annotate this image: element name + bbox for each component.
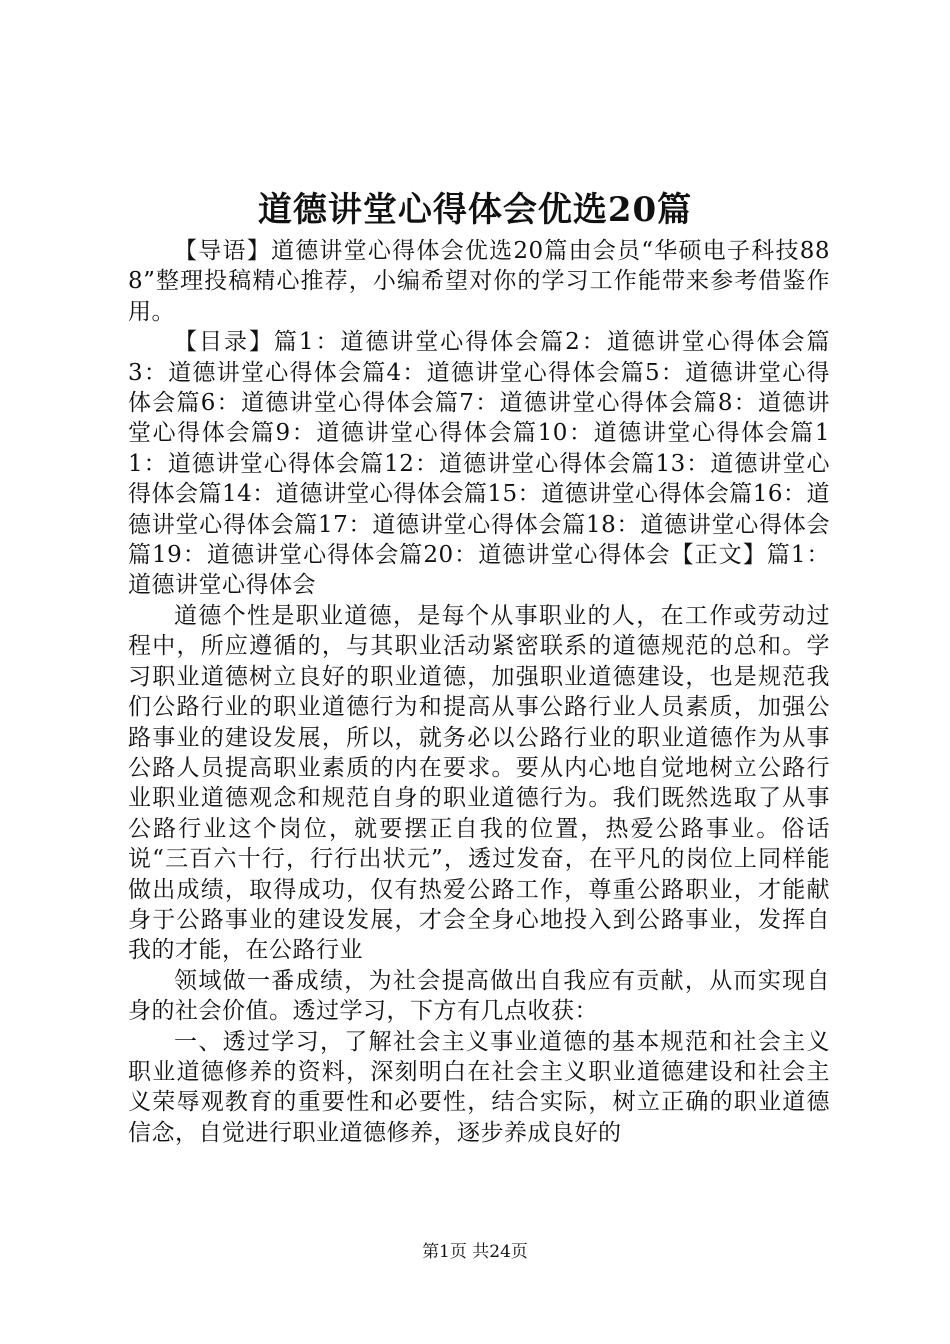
body-paragraph: 领域做一番成绩，为社会提高做出自我应有贡献，从而实现自身的社会价值。透过学习，下方有几点收获： xyxy=(128,967,830,1025)
toc-paragraph: 【目录】篇1：道德讲堂心得体会篇2：道德讲堂心得体会篇3：道德讲堂心得体会篇4：道德讲堂心得体会篇5：道德讲堂心得体会篇6：道德讲堂心得体会篇7：道德讲堂心得体会篇8：道德讲堂心得体会篇9：道德讲堂心得体会篇10：道德讲堂心得体会篇11：道德讲堂心得体会篇12：道德讲堂心得体会篇13：道德讲堂心得体会篇14：道德讲堂心得体会篇15：道德讲堂心得体会篇16：道德讲堂心得体会篇17：道德讲堂心得体会篇18：道德讲堂心得体会篇19：道德讲堂心得体会篇20：道德讲堂心得体会【正文】篇1：道德讲堂心得体会 xyxy=(128,329,830,599)
body-paragraph: 道德个性是职业道德，是每个从事职业的人，在工作或劳动过程中，所应遵循的，与其职业活动紧密联系的道德规范的总和。学习职业道德树立良好的职业道德，加强职业道德建设，也是规范我们公路行业的职业道德行为和提高从事公路行业人员素质，加强公路事业的建设发展，所以，就务必以公路行业的职业道德作为从事公路人员提高职业素质的内在要求。要从内心地自觉地树立公路行业职业道德观念和规范自身的职业道德行为。我们既然选取了从事公路行业这个岗位，就要摆正自我的位置，热爱公路事业。俗话说“三百六十行，行行出状元”，透过发奋，在平凡的岗位上同样能做出成绩，取得成功，仅有热爱公路工作，尊重公路职业，才能献身于公路事业的建设发展，才会全身心地投入到公路事业，发挥自我的才能，在公路行业 xyxy=(128,602,830,964)
document-title: 道德讲堂心得体会优选20篇 xyxy=(257,190,693,230)
body-paragraph: 一、透过学习，了解社会主义事业道德的基本规范和社会主义职业道德修养的资料，深刻明白在社会主义职业道德建设和社会主义荣辱观教育的重要性和必要性，结合实际，树立正确的职业道德信念，自觉进行职业道德修养，逐步养成良好的 xyxy=(128,1028,830,1146)
page-number-footer: 第1页 共24页 xyxy=(422,1242,528,1262)
intro-paragraph: 【导语】道德讲堂心得体会优选20篇由会员“华硕电子科技888”整理投稿精心推荐，小编希望对你的学习工作能带来参考借鉴作用。 xyxy=(128,238,830,325)
document-body xyxy=(128,236,830,1148)
